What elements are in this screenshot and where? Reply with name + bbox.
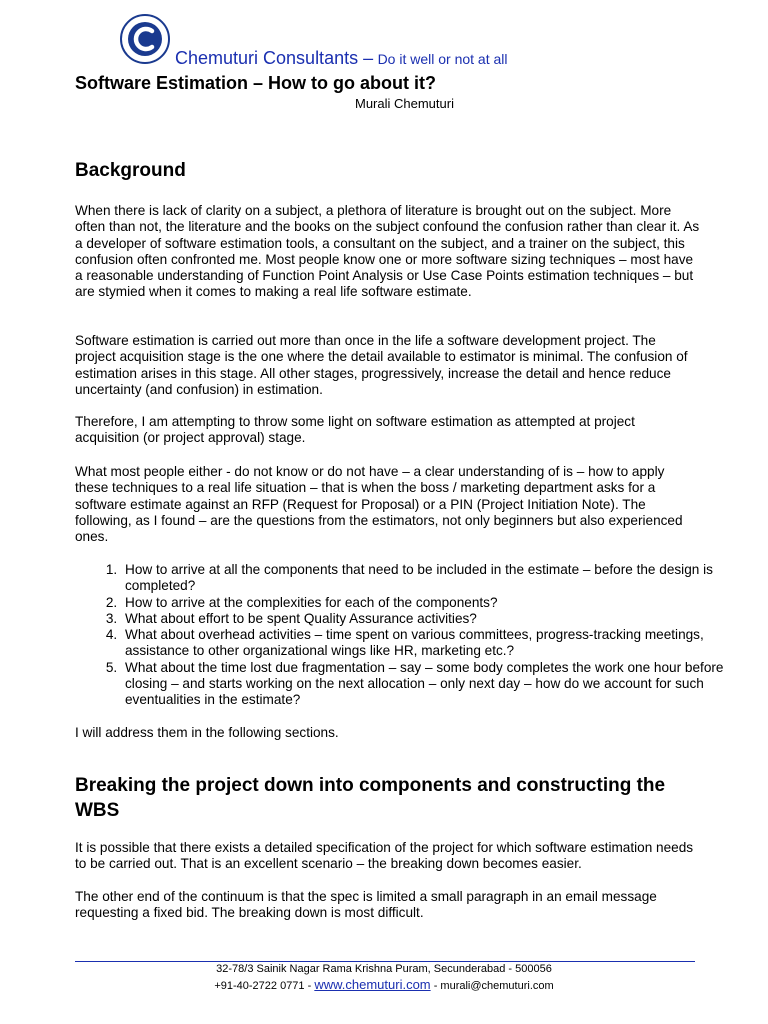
footer-phone: +91-40-2722 0771 -: [214, 980, 312, 992]
footer-email: - murali@chemuturi.com: [433, 980, 554, 992]
wbs-paragraph-2: The other end of the continuum is that the spec is limited a small paragraph in an email message requesting a fixed bid. The breaking down is most difficult.: [75, 889, 657, 921]
footer-divider: [75, 961, 695, 962]
document-title: Software Estimation – How to go about it?: [75, 73, 437, 93]
wbs-paragraph-1: It is possible that there exists a detailed specification of the project for which software estimation needs to be carried out. That is an excellent scenario – the breaking down becomes easier.: [75, 840, 694, 872]
chemuturi-c-logo: [120, 14, 170, 64]
list-item: 2. How to arrive at the complexities for each of the components?: [121, 595, 741, 611]
website-link[interactable]: www.chemuturi.com: [314, 977, 431, 992]
company-name: Chemuturi Consultants –: [175, 48, 374, 68]
footer-address: 32-78/3 Sainik Nagar Rama Krishna Puram, Secunderabad - 500056: [216, 963, 552, 975]
author-name: Murali Chemuturi: [355, 96, 454, 111]
estimator-questions-list: [75, 562, 741, 709]
background-heading: Background: [75, 160, 186, 181]
background-paragraph-5: I will address them in the following sections.: [75, 725, 339, 740]
company-header: [175, 48, 508, 69]
footer-contact: [0, 977, 768, 992]
list-item: 5. What about the time lost due fragmentation – say – some body completes the work one hour before closing – and starts working on the next allocation – only next day – how do we account for such eventualities in the estimate?: [121, 660, 741, 709]
list-item: 4. What about overhead activities – time spent on various committees, progress-tracking meetings, assistance to other organizational wings like HR, marketing etc.?: [121, 627, 741, 660]
background-paragraph-1: When there is lack of clarity on a subject, a plethora of literature is brought out on the subject. More often than not, the literature and the books on the subject confound the confusion rather than clear it. As a developer of software estimation tools, a consultant on the subject, and a trainer on the subject, this confusion often confronted me. Most people know one or more software sizing techniques – most have a reasonable understanding of Function Point Analysis or Use Case Points estimation techniques – but are stymied when it comes to making a real life software estimate.: [75, 203, 700, 300]
background-paragraph-3: Therefore, I am attempting to throw some light on software estimation as attempted at project acquisition (or project approval) stage.: [75, 414, 635, 446]
wbs-heading: Breaking the project down into components and constructing the WBS: [75, 775, 666, 821]
background-paragraph-2: Software estimation is carried out more than once in the life a software development project. The project acquisition stage is the one where the detail available to estimator is minimal. The confusion of estimation arises in this stage. All other stages, progressively, increase the detail and hence reduce uncertainty (and confusion) in estimation.: [75, 333, 688, 397]
list-item: 3. What about effort to be spent Quality Assurance activities?: [121, 611, 741, 627]
background-paragraph-4: What most people either - do not know or do not have – a clear understanding of is – how to apply these techniques to a real life situation – that is when the boss / marketing department asks for a software estimate against an RFP (Request for Proposal) or a PIN (Project Initiation Note). The following, as I found – are the questions from the estimators, not only beginners but also experienced ones.: [75, 464, 683, 545]
company-tagline: Do it well or not at all: [377, 51, 508, 67]
list-item: 1. How to arrive at all the components that need to be included in the estimate – before the design is completed?: [121, 562, 741, 595]
